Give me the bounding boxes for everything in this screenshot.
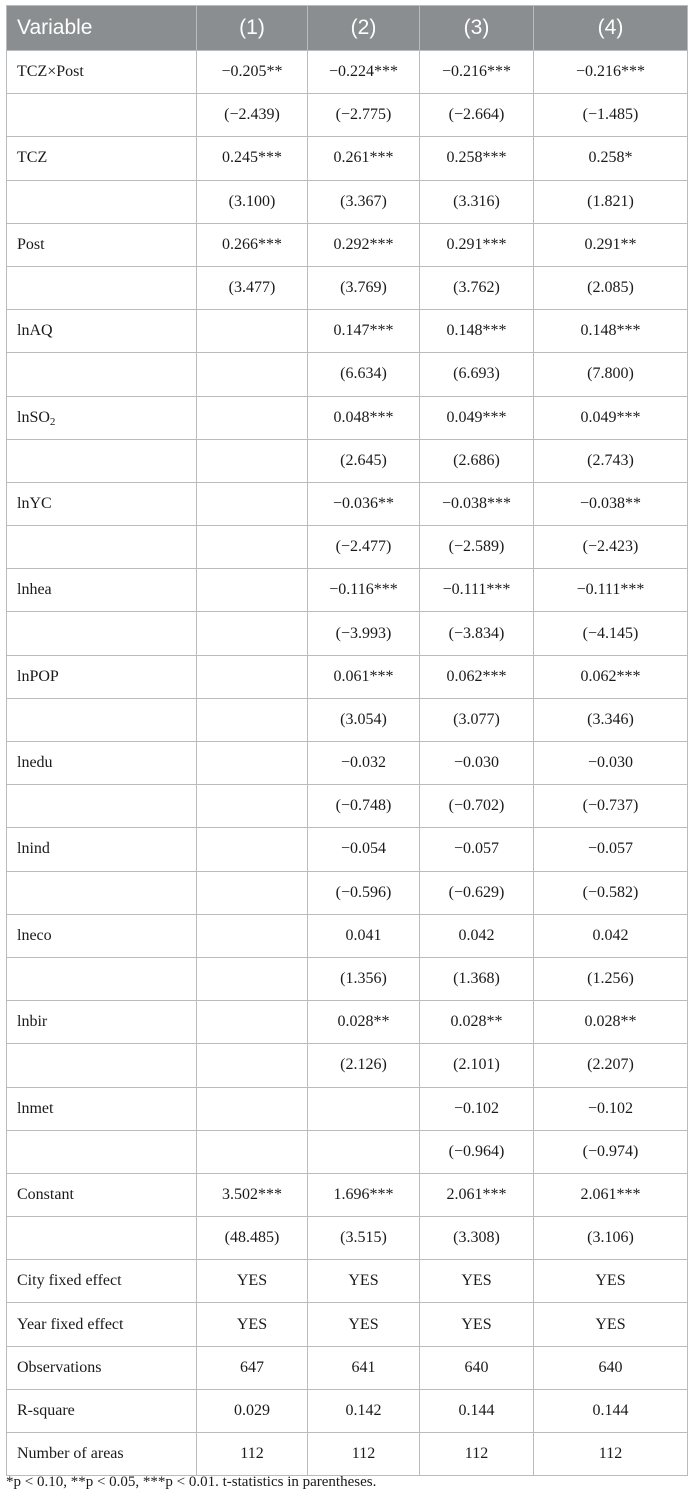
table-row xyxy=(7,871,688,914)
table-row xyxy=(7,914,688,957)
table-row xyxy=(7,526,688,569)
cell-model-1: YES xyxy=(197,1260,308,1303)
cell-model-1: (3.477) xyxy=(197,266,308,309)
cell-model-2: −0.036** xyxy=(308,482,420,525)
table-row xyxy=(7,180,688,223)
cell-model-3: −0.057 xyxy=(420,828,534,871)
cell-model-1: 0.245*** xyxy=(197,137,308,180)
row-label xyxy=(7,396,197,439)
row-label xyxy=(7,742,197,785)
cell-model-3: YES xyxy=(420,1260,534,1303)
cell-model-3: 0.049*** xyxy=(420,396,534,439)
header-row xyxy=(7,6,688,51)
cell-model-1 xyxy=(197,612,308,655)
table-row xyxy=(7,828,688,871)
cell-model-4: 0.144 xyxy=(534,1389,688,1432)
cell-model-3: 2.061*** xyxy=(420,1173,534,1216)
row-label xyxy=(7,1173,197,1216)
cell-model-2: (3.515) xyxy=(308,1217,420,1260)
cell-model-4: (2.743) xyxy=(534,439,688,482)
row-label xyxy=(7,94,197,137)
cell-model-3: −0.030 xyxy=(420,742,534,785)
table-row xyxy=(7,655,688,698)
cell-model-1 xyxy=(197,1130,308,1173)
cell-model-1: YES xyxy=(197,1303,308,1346)
cell-model-3: (3.308) xyxy=(420,1217,534,1260)
cell-model-1 xyxy=(197,569,308,612)
table-row xyxy=(7,785,688,828)
row-label xyxy=(7,266,197,309)
cell-model-1: (3.100) xyxy=(197,180,308,223)
row-label-text: R-square xyxy=(17,1401,75,1419)
table-row xyxy=(7,137,688,180)
table-row xyxy=(7,698,688,741)
row-label-text: lnmet xyxy=(17,1099,54,1117)
cell-model-1: 0.266*** xyxy=(197,223,308,266)
cell-model-4: 0.148*** xyxy=(534,310,688,353)
cell-model-3: −0.102 xyxy=(420,1087,534,1130)
table-row xyxy=(7,1389,688,1432)
cell-model-2: (3.367) xyxy=(308,180,420,223)
table-row xyxy=(7,1260,688,1303)
cell-model-2: (−0.748) xyxy=(308,785,420,828)
cell-model-1 xyxy=(197,1001,308,1044)
cell-model-3: YES xyxy=(420,1303,534,1346)
cell-model-4: −0.111*** xyxy=(534,569,688,612)
table-footnote: *p < 0.10, **p < 0.05, ***p < 0.01. t-statistics in parentheses. xyxy=(6,1474,377,1490)
cell-model-2: −0.032 xyxy=(308,742,420,785)
cell-model-1: (48.485) xyxy=(197,1217,308,1260)
table-row xyxy=(7,957,688,1000)
row-label-text: Observations xyxy=(17,1358,102,1376)
cell-model-3: (−2.664) xyxy=(420,94,534,137)
cell-model-4: (−0.737) xyxy=(534,785,688,828)
table-row xyxy=(7,1217,688,1260)
cell-model-4: (−0.974) xyxy=(534,1130,688,1173)
row-label xyxy=(7,353,197,396)
cell-model-1: 3.502*** xyxy=(197,1173,308,1216)
row-label-text: lnhea xyxy=(17,581,52,599)
row-label-text: lneco xyxy=(17,926,52,944)
cell-model-3: (6.693) xyxy=(420,353,534,396)
table-row xyxy=(7,1087,688,1130)
row-label xyxy=(7,655,197,698)
row-label xyxy=(7,1044,197,1087)
cell-model-4: −0.030 xyxy=(534,742,688,785)
cell-model-3: (−3.834) xyxy=(420,612,534,655)
cell-model-3: 0.258*** xyxy=(420,137,534,180)
cell-model-3: −0.038*** xyxy=(420,482,534,525)
cell-model-2: 0.041 xyxy=(308,914,420,957)
table-row xyxy=(7,266,688,309)
cell-model-4: YES xyxy=(534,1260,688,1303)
cell-model-1: −0.205** xyxy=(197,51,308,94)
table-row xyxy=(7,569,688,612)
row-label-text: lnedu xyxy=(17,754,53,772)
cell-model-4: (−1.485) xyxy=(534,94,688,137)
row-label-text: Constant xyxy=(17,1185,74,1203)
row-label xyxy=(7,612,197,655)
cell-model-4: YES xyxy=(534,1303,688,1346)
cell-model-2: (6.634) xyxy=(308,353,420,396)
row-label xyxy=(7,526,197,569)
table-row xyxy=(7,612,688,655)
table-row xyxy=(7,1433,688,1476)
cell-model-1 xyxy=(197,439,308,482)
table-row xyxy=(7,1346,688,1389)
cell-model-2: 1.696*** xyxy=(308,1173,420,1216)
cell-model-1 xyxy=(197,698,308,741)
row-label xyxy=(7,439,197,482)
cell-model-1 xyxy=(197,655,308,698)
cell-model-1 xyxy=(197,482,308,525)
cell-model-4: (−2.423) xyxy=(534,526,688,569)
row-label-text: Year fixed effect xyxy=(17,1315,124,1333)
row-label-text: lnAQ xyxy=(17,322,53,340)
header-model-1: (1) xyxy=(197,6,308,51)
row-label xyxy=(7,828,197,871)
row-label xyxy=(7,1389,197,1432)
row-label-text: lnSO xyxy=(17,408,50,426)
cell-model-1 xyxy=(197,914,308,957)
cell-model-2: YES xyxy=(308,1260,420,1303)
header-variable: Variable xyxy=(7,6,197,51)
cell-model-2 xyxy=(308,1087,420,1130)
row-label xyxy=(7,569,197,612)
row-label-text: TCZ×Post xyxy=(17,63,84,81)
row-label xyxy=(7,1433,197,1476)
cell-model-3: 0.144 xyxy=(420,1389,534,1432)
row-label xyxy=(7,1087,197,1130)
row-label-text: lnbir xyxy=(17,1013,48,1031)
regression-table xyxy=(6,5,688,1476)
row-label-text: Number of areas xyxy=(17,1445,124,1463)
cell-model-4: −0.057 xyxy=(534,828,688,871)
row-label xyxy=(7,137,197,180)
cell-model-2: (3.769) xyxy=(308,266,420,309)
cell-model-3: (−0.702) xyxy=(420,785,534,828)
header-model-4: (4) xyxy=(534,6,688,51)
table-row xyxy=(7,482,688,525)
cell-model-3: (−2.589) xyxy=(420,526,534,569)
header-model-3: (3) xyxy=(420,6,534,51)
row-label-text: lnind xyxy=(17,840,50,858)
cell-model-3: (−0.629) xyxy=(420,871,534,914)
row-label xyxy=(7,51,197,94)
row-label xyxy=(7,1217,197,1260)
cell-model-4: 2.061*** xyxy=(534,1173,688,1216)
cell-model-1 xyxy=(197,957,308,1000)
cell-model-4: (2.085) xyxy=(534,266,688,309)
cell-model-1: (−2.439) xyxy=(197,94,308,137)
table-row xyxy=(7,353,688,396)
cell-model-3: −0.216*** xyxy=(420,51,534,94)
cell-model-1 xyxy=(197,396,308,439)
header-model-2: (2) xyxy=(308,6,420,51)
table-body xyxy=(7,51,688,1476)
cell-model-2: 0.261*** xyxy=(308,137,420,180)
cell-model-3: (1.368) xyxy=(420,957,534,1000)
cell-model-4: 0.049*** xyxy=(534,396,688,439)
table-row xyxy=(7,1303,688,1346)
cell-model-3: −0.111*** xyxy=(420,569,534,612)
cell-model-4: 0.062*** xyxy=(534,655,688,698)
cell-model-3: 0.148*** xyxy=(420,310,534,353)
cell-model-2: −0.116*** xyxy=(308,569,420,612)
table-row xyxy=(7,223,688,266)
row-label xyxy=(7,1001,197,1044)
cell-model-4: (1.821) xyxy=(534,180,688,223)
cell-model-3: 112 xyxy=(420,1433,534,1476)
row-label xyxy=(7,1346,197,1389)
cell-model-2: 0.292*** xyxy=(308,223,420,266)
cell-model-2: 0.028** xyxy=(308,1001,420,1044)
row-label xyxy=(7,482,197,525)
cell-model-2 xyxy=(308,1130,420,1173)
row-label xyxy=(7,223,197,266)
cell-model-4: 0.258* xyxy=(534,137,688,180)
cell-model-2: (−3.993) xyxy=(308,612,420,655)
cell-model-3: (2.101) xyxy=(420,1044,534,1087)
cell-model-4: (2.207) xyxy=(534,1044,688,1087)
row-label xyxy=(7,310,197,353)
table-row xyxy=(7,1001,688,1044)
cell-model-1 xyxy=(197,353,308,396)
cell-model-2: (−2.775) xyxy=(308,94,420,137)
row-label-text: lnYC xyxy=(17,494,52,512)
cell-model-1 xyxy=(197,1087,308,1130)
cell-model-4: (−4.145) xyxy=(534,612,688,655)
cell-model-4: −0.216*** xyxy=(534,51,688,94)
cell-model-4: (3.106) xyxy=(534,1217,688,1260)
cell-model-4: 0.028** xyxy=(534,1001,688,1044)
cell-model-3: (3.077) xyxy=(420,698,534,741)
cell-model-1 xyxy=(197,785,308,828)
cell-model-1 xyxy=(197,828,308,871)
table-row xyxy=(7,1130,688,1173)
cell-model-2: (−2.477) xyxy=(308,526,420,569)
cell-model-2: 0.061*** xyxy=(308,655,420,698)
cell-model-3: (2.686) xyxy=(420,439,534,482)
table-row xyxy=(7,396,688,439)
cell-model-2: 0.048*** xyxy=(308,396,420,439)
row-label xyxy=(7,871,197,914)
cell-model-2: −0.054 xyxy=(308,828,420,871)
cell-model-1 xyxy=(197,310,308,353)
cell-model-2: (2.645) xyxy=(308,439,420,482)
cell-model-3: 0.062*** xyxy=(420,655,534,698)
cell-model-2: 641 xyxy=(308,1346,420,1389)
cell-model-3: (3.316) xyxy=(420,180,534,223)
cell-model-3: (3.762) xyxy=(420,266,534,309)
cell-model-1 xyxy=(197,1044,308,1087)
cell-model-4: 112 xyxy=(534,1433,688,1476)
cell-model-3: 0.291*** xyxy=(420,223,534,266)
cell-model-2: YES xyxy=(308,1303,420,1346)
table-row xyxy=(7,1173,688,1216)
cell-model-4: 640 xyxy=(534,1346,688,1389)
cell-model-3: 640 xyxy=(420,1346,534,1389)
row-label xyxy=(7,1303,197,1346)
row-label-text: TCZ xyxy=(17,149,48,167)
cell-model-1: 0.029 xyxy=(197,1389,308,1432)
table-row xyxy=(7,439,688,482)
cell-model-4: 0.042 xyxy=(534,914,688,957)
cell-model-1 xyxy=(197,742,308,785)
table-row xyxy=(7,51,688,94)
row-label xyxy=(7,1130,197,1173)
cell-model-3: (−0.964) xyxy=(420,1130,534,1173)
cell-model-2: (1.356) xyxy=(308,957,420,1000)
cell-model-1: 647 xyxy=(197,1346,308,1389)
cell-model-4: (−0.582) xyxy=(534,871,688,914)
row-label xyxy=(7,957,197,1000)
cell-model-2: (3.054) xyxy=(308,698,420,741)
row-label-text: lnPOP xyxy=(17,667,59,685)
cell-model-2: (2.126) xyxy=(308,1044,420,1087)
table-row xyxy=(7,310,688,353)
table-row xyxy=(7,742,688,785)
cell-model-2: (−0.596) xyxy=(308,871,420,914)
cell-model-1 xyxy=(197,526,308,569)
row-label-text: Post xyxy=(17,235,45,253)
cell-model-2: 112 xyxy=(308,1433,420,1476)
table-row xyxy=(7,1044,688,1087)
cell-model-2: 0.142 xyxy=(308,1389,420,1432)
cell-model-4: (3.346) xyxy=(534,698,688,741)
cell-model-1: 112 xyxy=(197,1433,308,1476)
row-label xyxy=(7,698,197,741)
row-label xyxy=(7,1260,197,1303)
cell-model-1 xyxy=(197,871,308,914)
table-row xyxy=(7,94,688,137)
row-label-subscript: 2 xyxy=(49,415,56,428)
row-label xyxy=(7,180,197,223)
cell-model-2: 0.147*** xyxy=(308,310,420,353)
cell-model-4: −0.102 xyxy=(534,1087,688,1130)
row-label-text: City fixed effect xyxy=(17,1272,122,1290)
cell-model-4: (1.256) xyxy=(534,957,688,1000)
row-label xyxy=(7,785,197,828)
cell-model-3: 0.042 xyxy=(420,914,534,957)
cell-model-4: −0.038** xyxy=(534,482,688,525)
cell-model-3: 0.028** xyxy=(420,1001,534,1044)
cell-model-4: 0.291** xyxy=(534,223,688,266)
row-label xyxy=(7,914,197,957)
cell-model-2: −0.224*** xyxy=(308,51,420,94)
cell-model-4: (7.800) xyxy=(534,353,688,396)
